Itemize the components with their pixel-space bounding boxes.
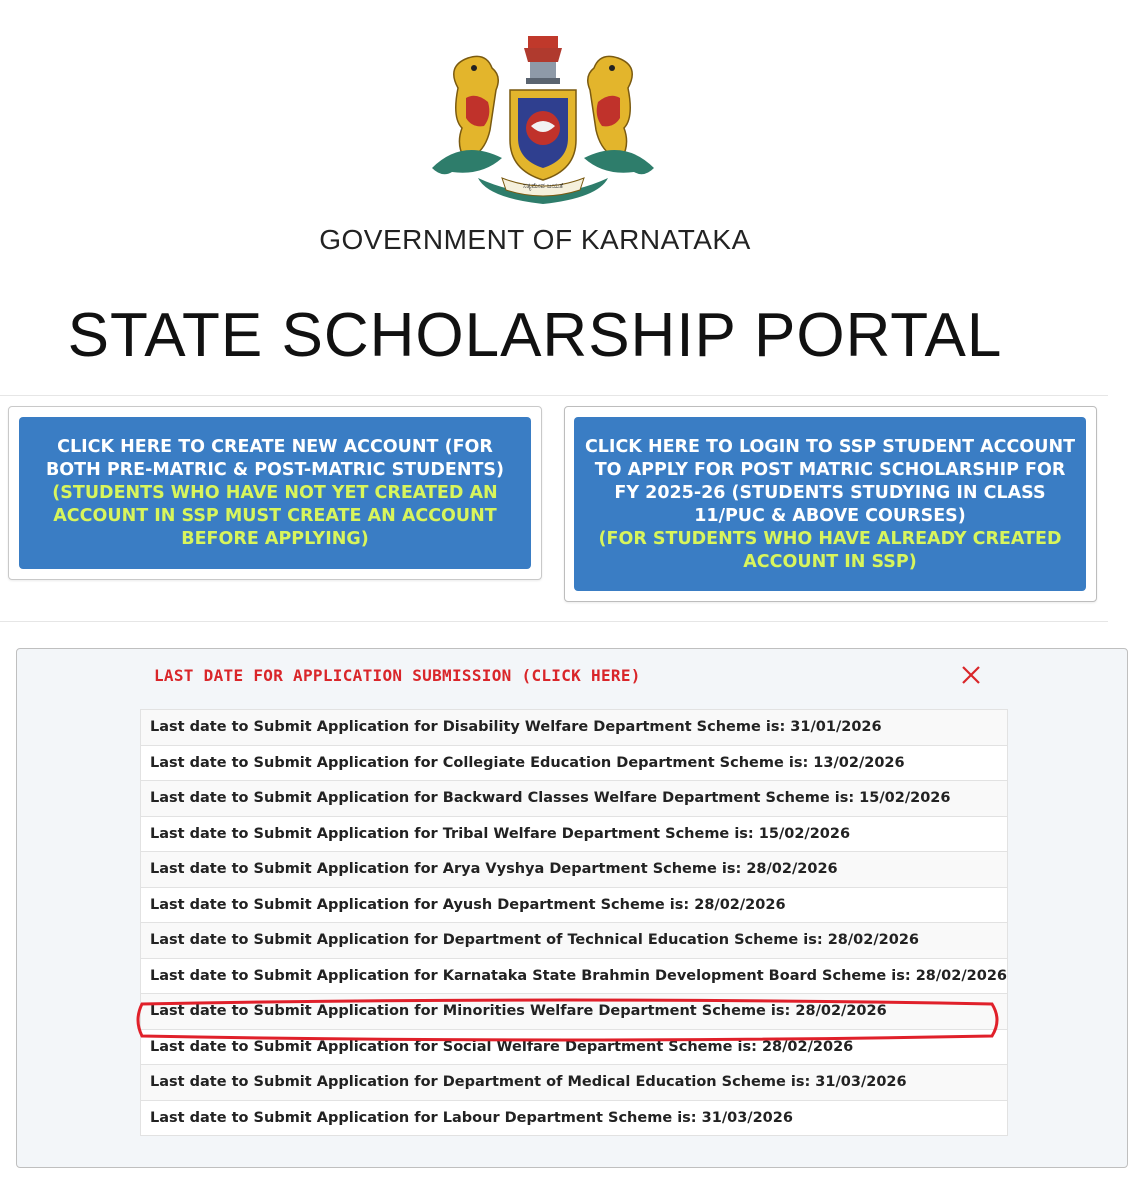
table-row — [141, 994, 1008, 1030]
table-row — [141, 923, 1008, 959]
table-row — [141, 1029, 1008, 1065]
table-row — [141, 958, 1008, 994]
last-date-cell: Last date to Submit Application for Minorities Welfare Department Scheme is: 28/02/2026 — [141, 994, 1008, 1030]
table-row — [141, 1100, 1008, 1136]
create-account-label: CLICK HERE TO CREATE NEW ACCOUNT (FOR BOTH PRE-MATRIC & POST-MATRIC STUDENTS) — [45, 437, 505, 480]
emblem-motto: ಸತ್ಯಮೇವ ಜಯತೆ — [522, 182, 564, 190]
login-note: (FOR STUDENTS WHO HAVE ALREADY CREATED ACCOUNT IN SSP) — [598, 529, 1062, 572]
karnataka-emblem — [418, 28, 668, 218]
last-date-cell: Last date to Submit Application for Labour Department Scheme is: 31/03/2026 — [141, 1100, 1008, 1136]
last-date-cell: Last date to Submit Application for Collegiate Education Department Scheme is: 13/02/2026 — [141, 745, 1008, 781]
last-date-header-link[interactable]: LAST DATE FOR APPLICATION SUBMISSION (CLICK HERE) — [154, 666, 641, 685]
create-account-note: (STUDENTS WHO HAVE NOT YET CREATED AN ACCOUNT IN SSP MUST CREATE AN ACCOUNT BEFORE APPLYING) — [52, 483, 498, 549]
table-row — [141, 887, 1008, 923]
last-date-cell: Last date to Submit Application for Arya Vyshya Department Scheme is: 28/02/2026 — [141, 852, 1008, 888]
create-new-account-button[interactable] — [19, 417, 531, 569]
table-row — [141, 781, 1008, 817]
last-date-cell: Last date to Submit Application for Department of Technical Education Scheme is: 28/02/2026 — [141, 923, 1008, 959]
last-date-cell: Last date to Submit Application for Disability Welfare Department Scheme is: 31/01/2026 — [141, 710, 1008, 746]
close-icon[interactable] — [960, 664, 982, 686]
government-title: GOVERNMENT OF KARNATAKA — [319, 224, 751, 255]
last-dates-table — [140, 709, 1008, 1136]
last-date-cell: Last date to Submit Application for Karnataka State Brahmin Development Board Scheme is: 28/02/2026 — [141, 958, 1008, 994]
last-date-cell: Last date to Submit Application for Ayush Department Scheme is: 28/02/2026 — [141, 887, 1008, 923]
page-title: STATE SCHOLARSHIP PORTAL — [67, 301, 1003, 370]
last-date-cell: Last date to Submit Application for Social Welfare Department Scheme is: 28/02/2026 — [141, 1029, 1008, 1065]
table-row — [141, 1065, 1008, 1101]
table-row — [141, 816, 1008, 852]
student-login-button[interactable] — [574, 417, 1086, 591]
last-date-cell: Last date to Submit Application for Tribal Welfare Department Scheme is: 15/02/2026 — [141, 816, 1008, 852]
table-row — [141, 710, 1008, 746]
login-label: CLICK HERE TO LOGIN TO SSP STUDENT ACCOUNT TO APPLY FOR POST MATRIC SCHOLARSHIP FOR FY 2025-26 (STUDENTS STUDYING IN CLASS 11/PUC & ABOVE COURSES) — [584, 437, 1076, 526]
table-row — [141, 852, 1008, 888]
last-date-cell: Last date to Submit Application for Backward Classes Welfare Department Scheme is: 15/02/2026 — [141, 781, 1008, 817]
last-date-cell: Last date to Submit Application for Department of Medical Education Scheme is: 31/03/2026 — [141, 1065, 1008, 1101]
table-row — [141, 745, 1008, 781]
